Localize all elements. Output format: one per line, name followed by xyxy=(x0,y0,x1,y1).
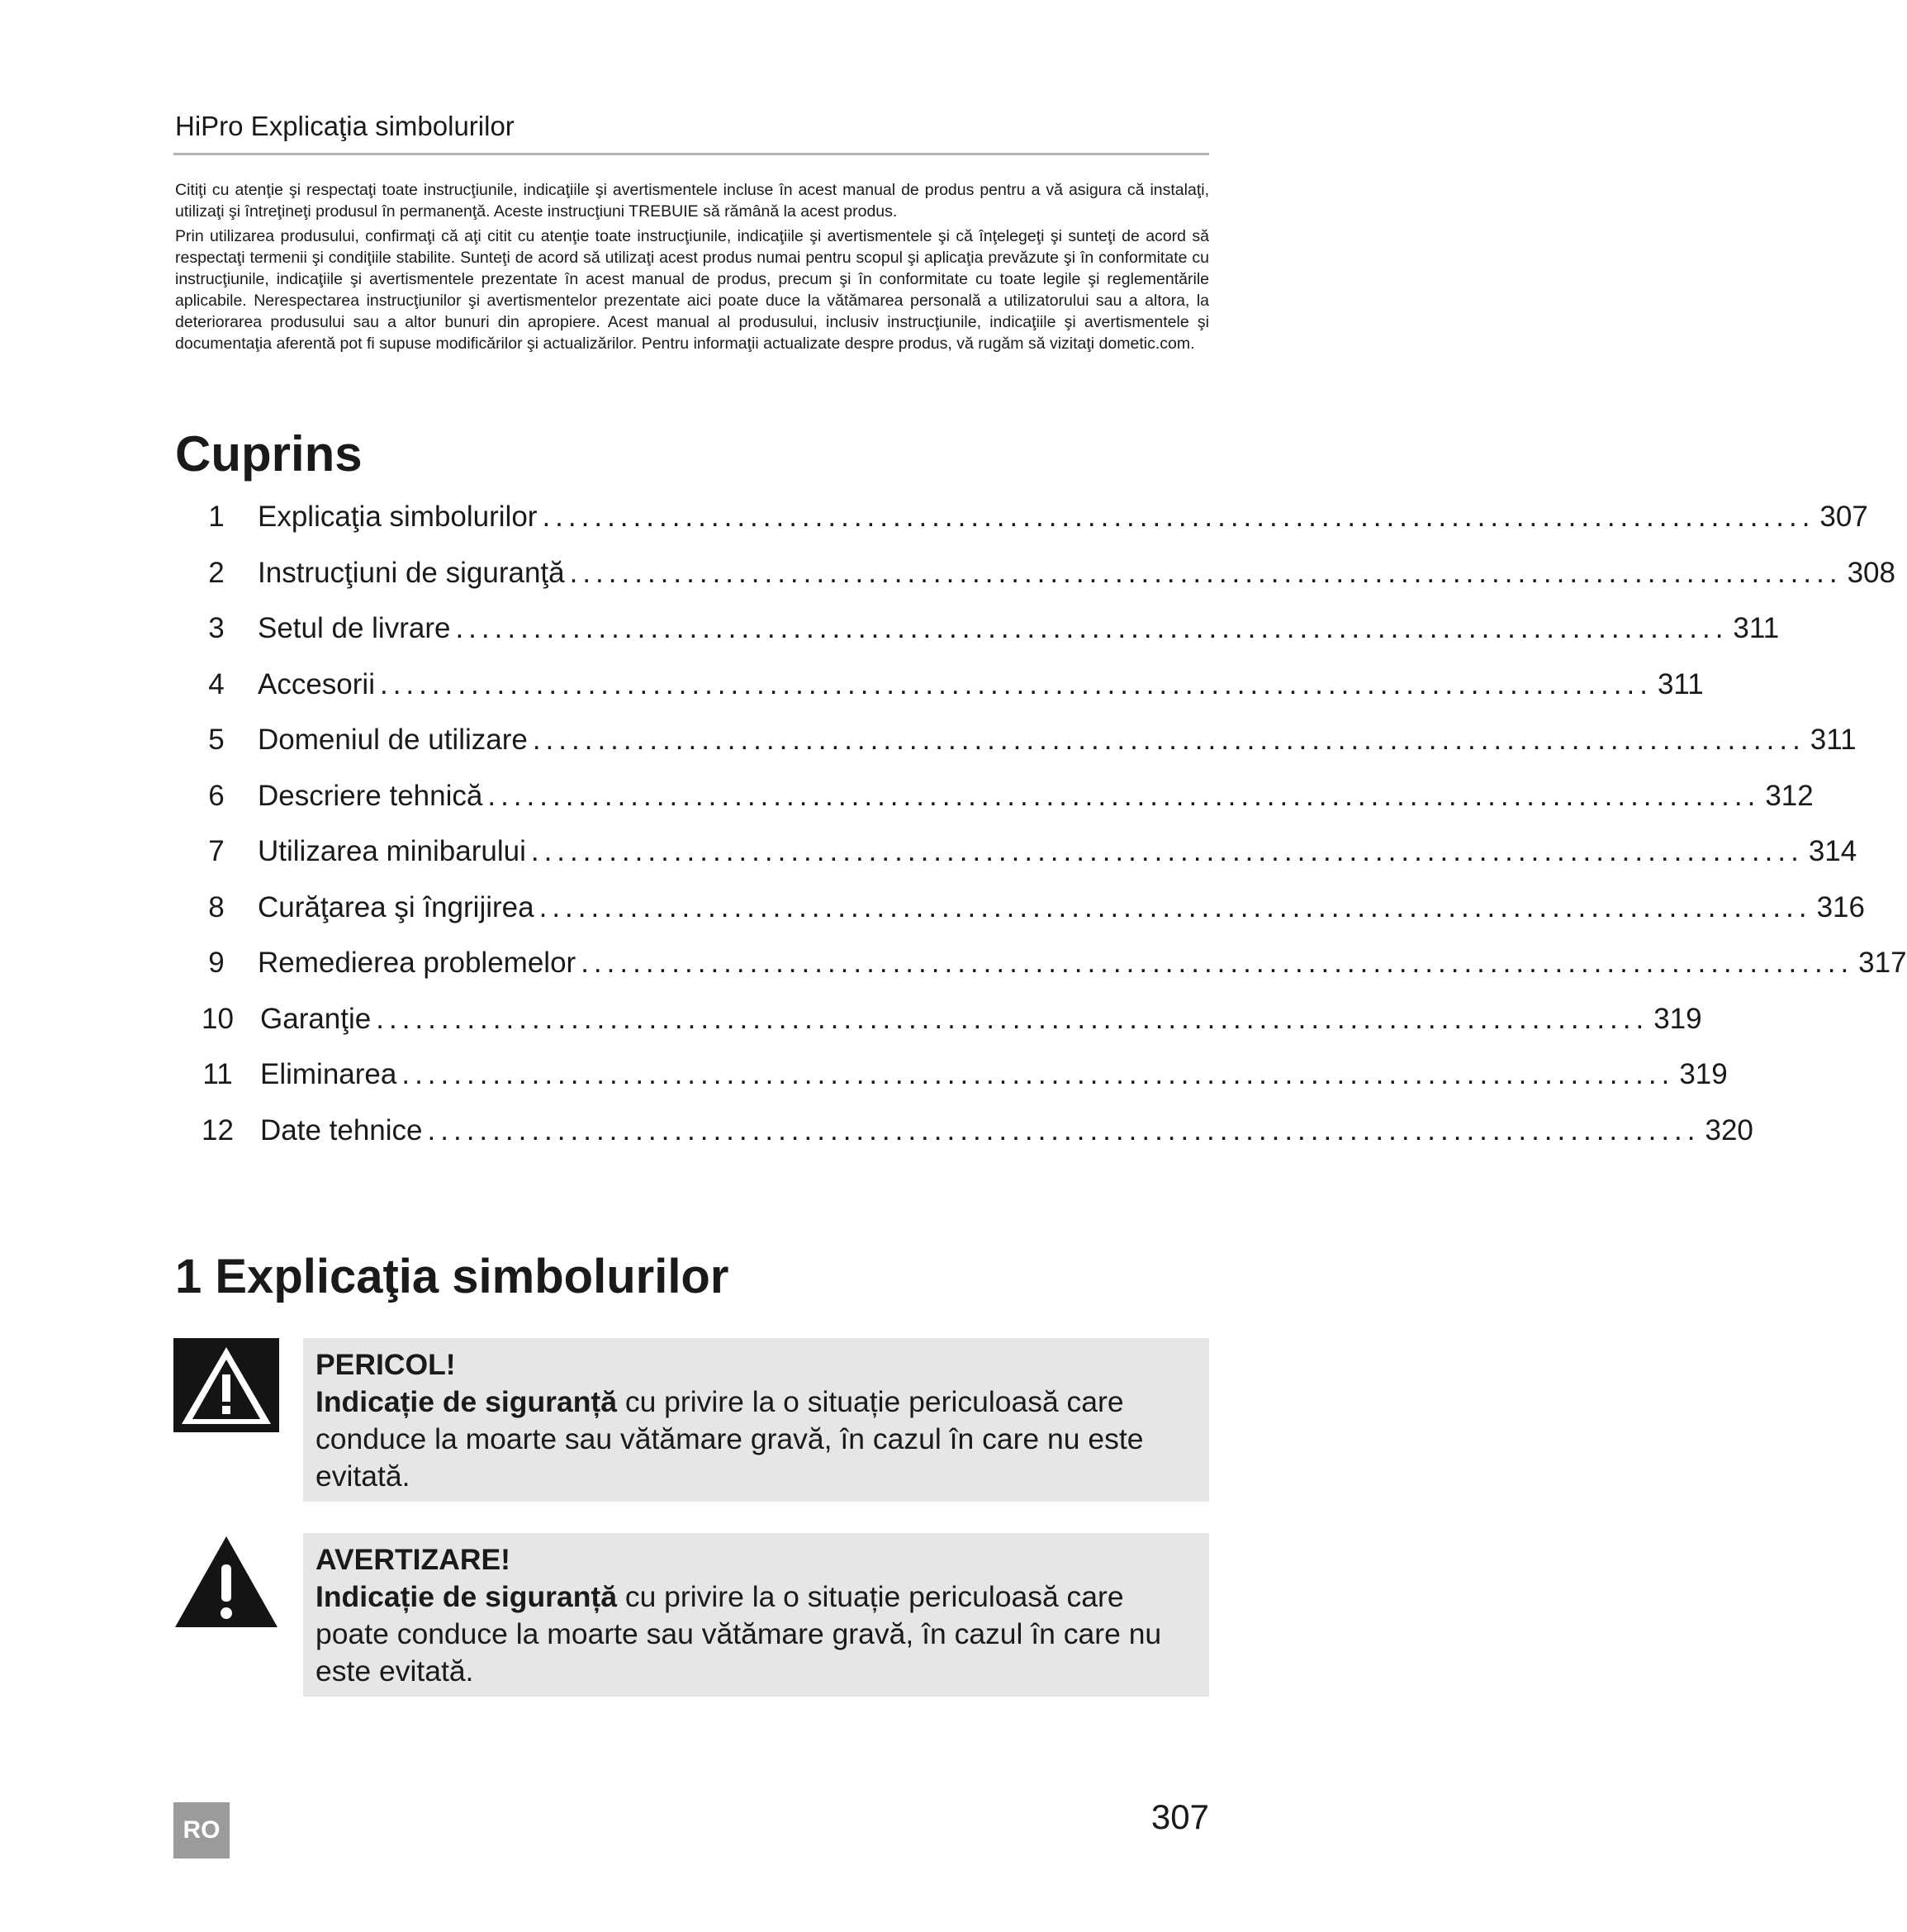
notice-label: PERICOL! xyxy=(315,1348,456,1381)
toc-entry-number: 11 xyxy=(202,1058,233,1090)
toc-entry-page: 314 xyxy=(1808,835,1857,867)
toc-entry-number: 10 xyxy=(202,1002,234,1035)
notice-lead: Indicație de siguranță xyxy=(315,1580,617,1613)
toc-entry-number: 9 xyxy=(208,947,225,979)
intro-text xyxy=(175,179,1209,358)
toc-entry-page: 311 xyxy=(1657,667,1704,700)
toc-leader-dots: .................................................................................................. xyxy=(532,724,1805,756)
toc-entry-title: Remedierea problemelor xyxy=(258,947,576,979)
toc-leader-dots: .................................................................................................. xyxy=(542,501,1815,533)
toc-entry-title: Eliminarea xyxy=(260,1058,397,1090)
toc-leader-dots: .................................................................................................. xyxy=(530,835,1804,867)
intro-paragraph-1: Citiţi cu atenţie şi respectaţi toate instrucţiunile, indicaţiile şi avertismentele incluse în acest manual de produs pentru a vă asigura că instalaţi, utilizaţi şi întreţineţi produsul în permanenţă. Aceste instrucţiuni TREBUIE să rămână la acest produs. xyxy=(175,181,1209,221)
toc-entry[interactable] xyxy=(175,724,1857,780)
toc-entry-title: Utilizarea minibarului xyxy=(258,835,526,867)
toc-leader-dots: .................................................................................................. xyxy=(379,667,1653,700)
toc-leader-dots: .................................................................................................. xyxy=(538,890,1812,923)
toc-entry-page: 317 xyxy=(1858,947,1907,979)
toc-entry-title: Domeniul de utilizare xyxy=(258,724,528,756)
toc-entry[interactable] xyxy=(175,556,1895,613)
toc-entry-number: 3 xyxy=(208,612,225,644)
table-of-contents xyxy=(175,501,1907,1170)
toc-entry-number: 5 xyxy=(208,724,225,756)
toc-entry-page: 311 xyxy=(1810,724,1857,756)
toc-entry-title: Explicaţia simbolurilor xyxy=(258,501,538,533)
warning-icon xyxy=(173,1535,279,1629)
toc-entry[interactable] xyxy=(175,835,1857,891)
toc-leader-dots: .................................................................................................. xyxy=(427,1113,1701,1146)
toc-heading: Cuprins xyxy=(175,426,363,482)
toc-entry-title: Date tehnice xyxy=(260,1113,423,1146)
toc-entry-page: 316 xyxy=(1816,890,1865,923)
warning-notice xyxy=(303,1533,1209,1697)
toc-entry[interactable] xyxy=(175,1002,1702,1059)
toc-entry-page: 312 xyxy=(1765,779,1814,812)
toc-entry[interactable] xyxy=(175,1058,1728,1114)
page-number: 307 xyxy=(1150,1797,1209,1836)
toc-entry-number: 12 xyxy=(202,1113,234,1146)
toc-entry-page: 311 xyxy=(1733,612,1780,644)
toc-entry-title: Garanţie xyxy=(260,1002,372,1035)
section-heading: 1 Explicaţia simbolurilor xyxy=(175,1250,729,1303)
toc-entry-page: 320 xyxy=(1705,1113,1753,1146)
toc-leader-dots: .................................................................................................. xyxy=(569,556,1843,589)
toc-leader-dots: .................................................................................................. xyxy=(487,779,1761,812)
notice-lead: Indicație de siguranță xyxy=(315,1385,617,1418)
toc-leader-dots: .................................................................................................. xyxy=(581,947,1854,979)
notice-label: AVERTIZARE! xyxy=(315,1543,511,1576)
toc-entry[interactable] xyxy=(175,667,1704,724)
toc-entry[interactable] xyxy=(175,947,1907,1003)
toc-entry[interactable] xyxy=(175,890,1865,947)
toc-entry[interactable] xyxy=(175,1113,1753,1170)
toc-entry-title: Descriere tehnică xyxy=(258,779,483,812)
notice-text: cu privire la o situație periculoasă care poate conduce la moarte sau vătămare gravă, în cazul în care nu este evitată. xyxy=(315,1580,1162,1688)
toc-leader-dots: .................................................................................................. xyxy=(455,612,1729,644)
toc-entry-title: Accesorii xyxy=(258,667,375,700)
toc-entry-title: Curăţarea şi îngrijirea xyxy=(258,890,534,923)
toc-entry-page: 308 xyxy=(1847,556,1895,589)
toc-entry-page: 319 xyxy=(1679,1058,1728,1090)
notice-text: cu privire la o situație periculoasă care conduce la moarte sau vătămare gravă, în cazul în care nu este evitată. xyxy=(315,1385,1144,1493)
toc-entry-number: 1 xyxy=(208,501,225,533)
toc-entry-number: 2 xyxy=(208,556,225,589)
toc-leader-dots: .................................................................................................. xyxy=(401,1058,1675,1090)
running-header: HiPro Explicaţia simbolurilor xyxy=(175,111,515,141)
toc-entry-page: 307 xyxy=(1819,501,1868,533)
header-divider xyxy=(173,153,1209,155)
intro-paragraph-2: Prin utilizarea produsului, confirmaţi că aţi citit cu atenţie toate instrucţiunile, indicaţiile şi avertismentele şi că înţelegeţi şi sunteţi de acord să respectaţi termenii şi condiţiile stabilite. Sunteţi de acord să utilizaţi acest produs numai pentru scopul şi aplicaţia prevăzute şi în conformitate cu instrucţiunile, indicaţiile şi avertismentele prezentate în acest manual de produs, precum şi în conformitate cu toate legile şi reglementările aplicabile. Nerespectarea instrucţiunilor şi avertismentelor prezentate aici poate duce la vătămarea personală a utilizatorului sau a altora, la deteriorarea produsului sau a altor bunuri din apropiere. Acest manual al produsului, inclusiv instrucţiunile, indicaţiile şi avertismentele şi documentaţia aferentă pot fi supuse modificărilor şi actualizărilor. Pentru informaţii actualizate despre produs, vă rugăm să vizitaţi dometic.com. xyxy=(175,227,1209,353)
language-badge: RO xyxy=(173,1802,230,1858)
danger-warning-icon xyxy=(173,1338,279,1432)
toc-entry-number: 7 xyxy=(208,835,225,867)
toc-entry-number: 8 xyxy=(208,890,225,923)
toc-entry-title: Setul de livrare xyxy=(258,612,451,644)
toc-entry-number: 6 xyxy=(208,779,225,812)
toc-entry[interactable] xyxy=(175,779,1814,836)
danger-notice xyxy=(303,1338,1209,1502)
toc-entry[interactable] xyxy=(175,612,1780,668)
toc-entry-number: 4 xyxy=(208,667,225,700)
toc-entry[interactable] xyxy=(175,501,1868,557)
toc-entry-title: Instrucţiuni de siguranţă xyxy=(258,556,565,589)
toc-entry-page: 319 xyxy=(1653,1002,1702,1035)
toc-leader-dots: .................................................................................................. xyxy=(376,1002,1649,1035)
